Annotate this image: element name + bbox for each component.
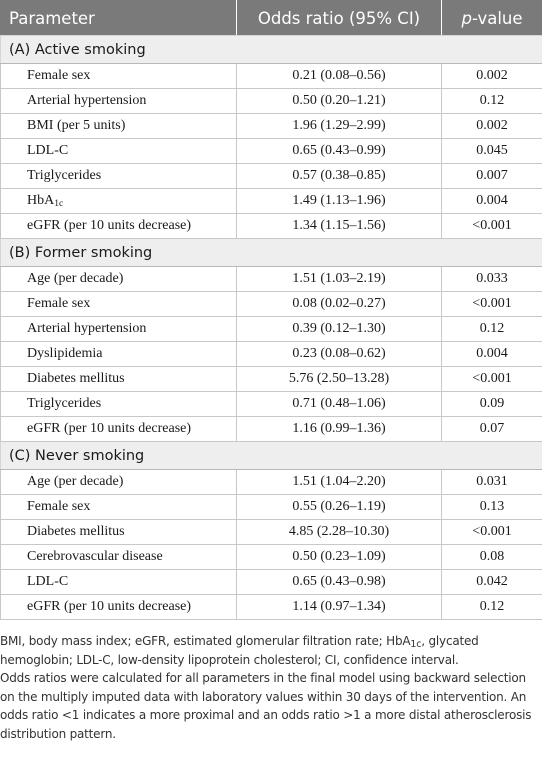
cell-p-value: 0.12 (442, 89, 542, 114)
cell-parameter (1, 189, 237, 214)
parameter-text: Arterial hypertension (27, 321, 147, 336)
table-row (1, 520, 542, 545)
parameter-text: Cerebrovascular disease (27, 549, 163, 564)
cell-odds-ratio: 0.65 (0.43–0.99) (237, 139, 442, 164)
parameter-text: eGFR (per 10 units decrease) (27, 421, 192, 436)
cell-odds-ratio: 1.16 (0.99–1.36) (237, 417, 442, 442)
cell-parameter (1, 495, 237, 520)
table-row (1, 367, 542, 392)
cell-p-value: 0.004 (442, 189, 542, 214)
cell-parameter (1, 520, 237, 545)
cell-odds-ratio: 0.21 (0.08–0.56) (237, 64, 442, 89)
cell-odds-ratio: 1.34 (1.15–1.56) (237, 214, 442, 239)
section-header-row (1, 36, 542, 64)
cell-odds-ratio: 0.39 (0.12–1.30) (237, 317, 442, 342)
parameter-text: Diabetes mellitus (27, 371, 125, 386)
table-row (1, 417, 542, 442)
cell-odds-ratio: 0.65 (0.43–0.98) (237, 570, 442, 595)
table-row (1, 267, 542, 292)
header-p-rest: -value (471, 8, 523, 28)
cell-parameter (1, 114, 237, 139)
parameter-text: eGFR (per 10 units decrease) (27, 218, 192, 233)
table-row (1, 64, 542, 89)
section-header-row (1, 442, 542, 470)
cell-odds-ratio: 1.14 (0.97–1.34) (237, 595, 442, 620)
footnote-text: Odds ratios were calculated for all parameters in the final model using backward selection on the multiply imputed data with laboratory values within 30 days of the intervention. An odds ratio <1 indicates a more proximal and an odds ratio >1 a more distal atherosclerosis distribution pattern. (0, 671, 532, 741)
table-footnote (0, 632, 542, 744)
section-title: (A) Active smoking (1, 36, 542, 64)
cell-parameter (1, 392, 237, 417)
header-row (1, 1, 542, 36)
footnote-abbreviations (0, 632, 542, 669)
parameter-text: Age (per decade) (27, 271, 124, 286)
cell-parameter (1, 89, 237, 114)
cell-odds-ratio: 1.51 (1.04–2.20) (237, 470, 442, 495)
parameter-text: Female sex (27, 68, 91, 83)
table-body (1, 36, 542, 620)
footnote-abbrev-part2: , glycated hemoglobin; LDL-C, low-density lipoprotein cholesterol; CI, confidence interval. (0, 634, 479, 667)
table-row (1, 292, 542, 317)
cell-p-value: 0.002 (442, 64, 542, 89)
header-odds-ratio: Odds ratio (95% CI) (237, 1, 442, 36)
cell-parameter (1, 64, 237, 89)
cell-p-value: 0.002 (442, 114, 542, 139)
parameter-text: Female sex (27, 499, 91, 514)
cell-p-value: <0.001 (442, 520, 542, 545)
cell-p-value: 0.004 (442, 342, 542, 367)
cell-odds-ratio: 5.76 (2.50–13.28) (237, 367, 442, 392)
parameter-text: Age (per decade) (27, 474, 124, 489)
cell-p-value: <0.001 (442, 367, 542, 392)
cell-odds-ratio: 1.49 (1.13–1.96) (237, 189, 442, 214)
table-row (1, 392, 542, 417)
parameter-text: eGFR (per 10 units decrease) (27, 599, 192, 614)
parameter-text: BMI (per 5 units) (27, 118, 126, 133)
parameter-text: Arterial hypertension (27, 93, 147, 108)
cell-parameter (1, 214, 237, 239)
cell-parameter (1, 292, 237, 317)
cell-p-value: 0.07 (442, 417, 542, 442)
cell-parameter (1, 470, 237, 495)
header-p-italic: p (461, 8, 472, 28)
cell-p-value: 0.045 (442, 139, 542, 164)
cell-parameter (1, 570, 237, 595)
cell-p-value: 0.09 (442, 392, 542, 417)
cell-parameter (1, 139, 237, 164)
table-row (1, 114, 542, 139)
parameter-text: Female sex (27, 296, 91, 311)
table-row (1, 189, 542, 214)
parameter-text: HbA (27, 193, 55, 208)
cell-parameter (1, 164, 237, 189)
cell-parameter (1, 367, 237, 392)
cell-p-value: 0.13 (442, 495, 542, 520)
cell-odds-ratio: 0.55 (0.26–1.19) (237, 495, 442, 520)
section-header-row (1, 239, 542, 267)
cell-p-value: 0.042 (442, 570, 542, 595)
cell-parameter (1, 267, 237, 292)
parameter-text: Diabetes mellitus (27, 524, 125, 539)
parameter-text: LDL-C (27, 574, 69, 589)
footnote-abbrev-part1: BMI, body mass index; eGFR, estimated glomerular filtration rate; HbA (0, 634, 411, 648)
header-parameter: Parameter (1, 1, 237, 36)
cell-odds-ratio: 4.85 (2.28–10.30) (237, 520, 442, 545)
table-row (1, 470, 542, 495)
cell-parameter (1, 417, 237, 442)
parameter-subscript: 1c (54, 199, 64, 209)
cell-p-value: 0.033 (442, 267, 542, 292)
table-row (1, 342, 542, 367)
cell-p-value: <0.001 (442, 292, 542, 317)
cell-p-value: 0.007 (442, 164, 542, 189)
cell-p-value: 0.031 (442, 470, 542, 495)
table-row (1, 214, 542, 239)
footnote-abbrev-sub: 1c (410, 639, 422, 650)
cell-odds-ratio: 1.51 (1.03–2.19) (237, 267, 442, 292)
cell-odds-ratio: 0.50 (0.23–1.09) (237, 545, 442, 570)
table-row (1, 545, 542, 570)
cell-p-value: 0.12 (442, 317, 542, 342)
parameter-text: Triglycerides (27, 396, 102, 411)
section-title: (B) Former smoking (1, 239, 542, 267)
section-title: (C) Never smoking (1, 442, 542, 470)
parameter-text: LDL-C (27, 143, 69, 158)
cell-parameter (1, 545, 237, 570)
cell-p-value: 0.12 (442, 595, 542, 620)
table-row (1, 570, 542, 595)
cell-odds-ratio: 0.71 (0.48–1.06) (237, 392, 442, 417)
table-row (1, 595, 542, 620)
cell-p-value: <0.001 (442, 214, 542, 239)
table-row (1, 495, 542, 520)
table-row (1, 317, 542, 342)
cell-parameter (1, 317, 237, 342)
cell-odds-ratio: 0.57 (0.38–0.85) (237, 164, 442, 189)
parameter-text: Triglycerides (27, 168, 102, 183)
table-row (1, 89, 542, 114)
header-p-value (442, 1, 542, 36)
cell-odds-ratio: 1.96 (1.29–2.99) (237, 114, 442, 139)
cell-odds-ratio: 0.50 (0.20–1.21) (237, 89, 442, 114)
cell-odds-ratio: 0.08 (0.02–0.27) (237, 292, 442, 317)
table-row (1, 139, 542, 164)
cell-odds-ratio: 0.23 (0.08–0.62) (237, 342, 442, 367)
cell-parameter (1, 595, 237, 620)
table-row (1, 164, 542, 189)
cell-parameter (1, 342, 237, 367)
parameter-text: Dyslipidemia (27, 346, 103, 361)
cell-p-value: 0.08 (442, 545, 542, 570)
